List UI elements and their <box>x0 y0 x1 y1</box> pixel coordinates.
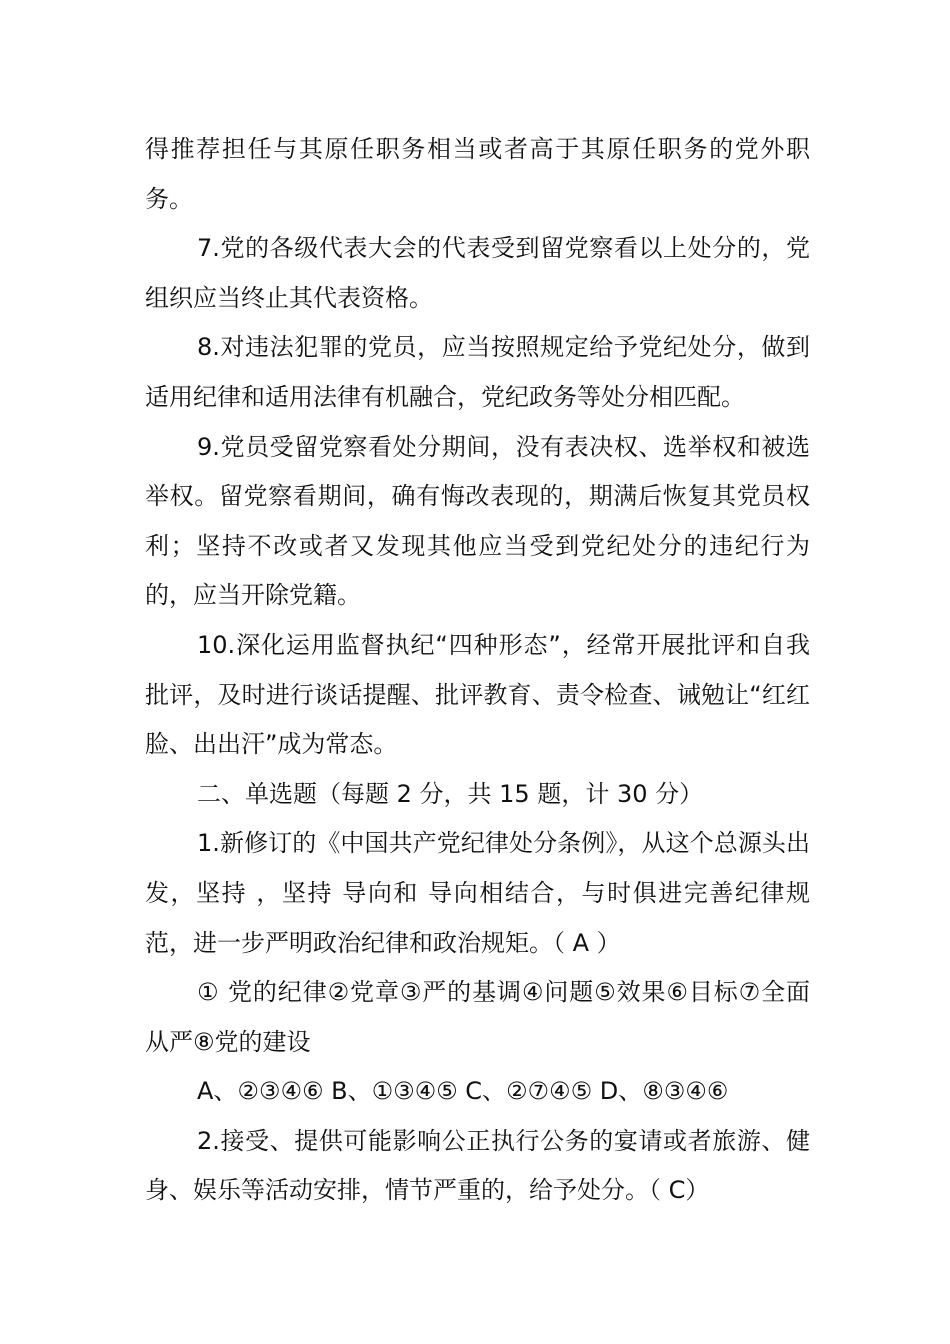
document-body <box>145 125 810 1216</box>
question-1-options: A、②③④⑥ B、①③④⑤ C、②⑦④⑤ D、⑧③④⑥ <box>197 1077 729 1106</box>
paragraph-item-10: 10.深化运用监督执纪“四种形态”，经常开展批评和自我批评，及时进行谈话提醒、批评教育、责令检查、诫勉让“红红脸、出出汗”成为常态。 <box>145 630 810 759</box>
paragraph-item-7: 7.党的各级代表大会的代表受到留党察看以上处分的，党组织应当终止其代表资格。 <box>145 234 810 312</box>
section-heading-single-choice: 二、单选题（每题 2 分，共 15 题，计 30 分） <box>197 779 704 808</box>
question-2: 2.接受、提供可能影响公正执行公务的宴请或者旅游、健身、娱乐等活动安排，情节严重的，给予处分。（ C） <box>145 1126 810 1205</box>
question-1: 1.新修订的《中国共产党纪律处分条例》，从这个总源头出发，坚持 ，坚持 导向和 导向相结合，与时俱进完善纪律规范，进一步严明政治纪律和政治规矩。（ A ） <box>145 829 810 957</box>
question-1-terms: ① 党的纪律②党章③严的基调④问题⑤效果⑥目标⑦全面从严⑧党的建设 <box>145 978 810 1056</box>
paragraph-item-8: 8.对违法犯罪的党员，应当按照规定给予党纪处分，做到适用纪律和适用法律有机融合，党纪政务等处分相匹配。 <box>145 333 810 411</box>
paragraph-item-9: 9.党员受留党察看处分期间，没有表决权、选举权和被选举权。留党察看期间，确有悔改表现的，期满后恢复其党员权利；坚持不改或者又发现其他应当受到党纪处分的违纪行为的，应当开除党籍。 <box>145 432 810 610</box>
paragraph-continuation: 得推荐担任与其原任职务相当或者高于其原任职务的党外职务。 <box>145 135 810 213</box>
